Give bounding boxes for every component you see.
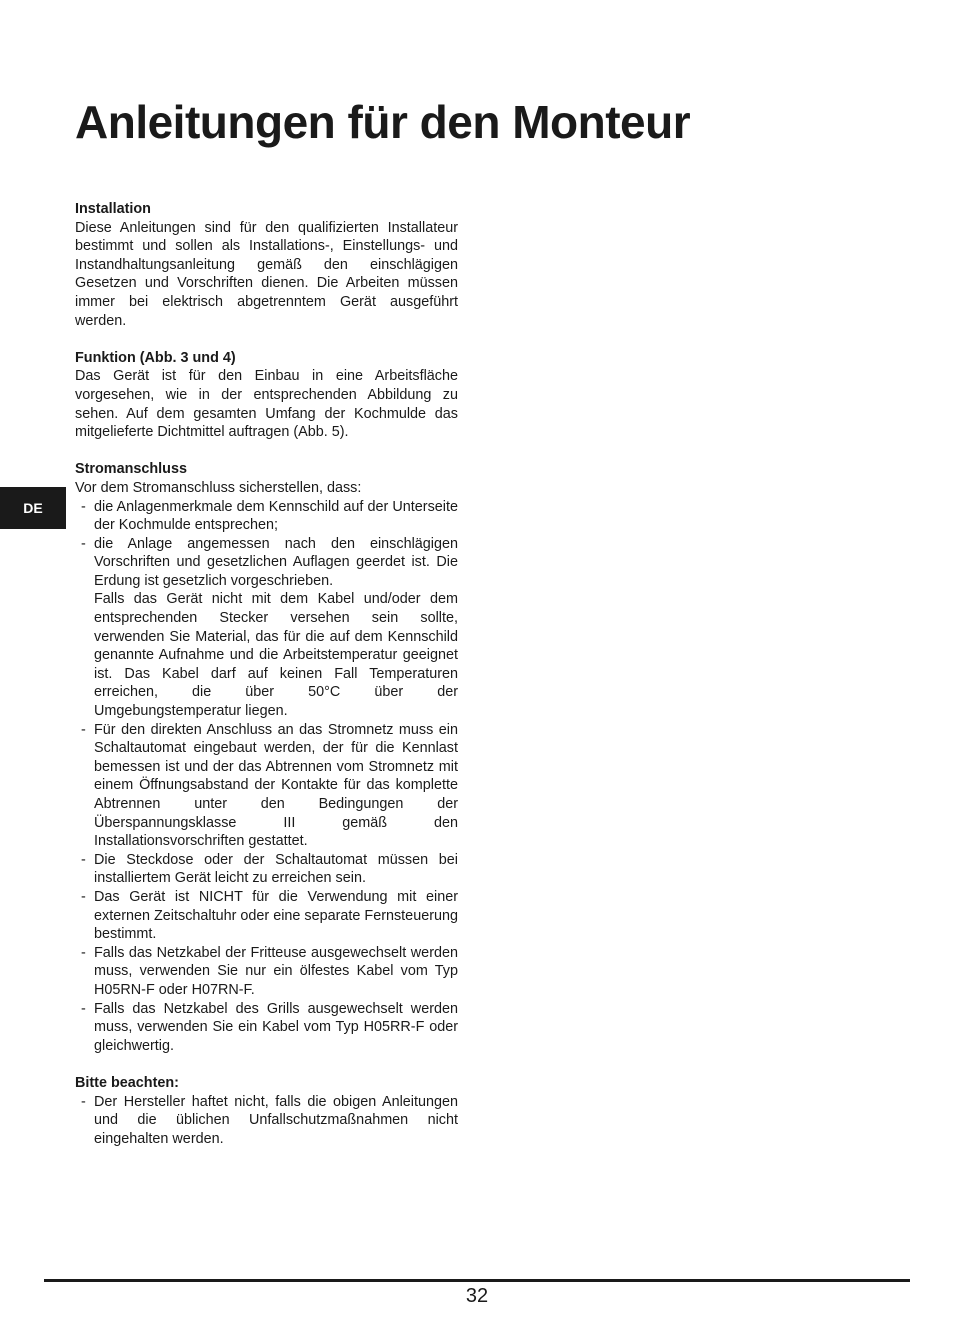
language-tab: DE xyxy=(0,487,66,529)
list-item: - Das Gerät ist NICHT für die Verwendung mit einer externen Zeitschaltuhr oder eine separate Fernsteuerung bestimmt. xyxy=(81,888,458,943)
text-column xyxy=(75,200,458,1167)
section-funktion xyxy=(75,349,458,442)
page-title: Anleitungen für den Monteur xyxy=(75,96,691,148)
section-installation xyxy=(75,200,458,330)
section-intro: Vor dem Stromanschluss sicherstellen, dass: xyxy=(75,479,362,496)
notice-list xyxy=(75,1093,458,1149)
section-heading: Funktion (Abb. 3 und 4) xyxy=(75,349,236,366)
list-item-continuation: Falls das Gerät nicht mit dem Kabel und/oder dem entsprechenden Stecker versehen sein sollte, verwenden Sie Material, das für die auf dem Kennschild genannte Aufnahme und die Arbeitstemperatur geeignet ist. Das Kabel darf auf keinen Fall Temperaturen erreichen, die über 50°C über der Umgebungstemperatur liegen. xyxy=(94,591,458,720)
requirements-list xyxy=(75,498,458,1056)
list-item: - die Anlage angemessen nach den einschlägigen Vorschriften und gesetzlichen Auflagen geerdet ist. Die Erdung ist gesetzlich vorgeschrieben. Falls das Gerät nicht mit dem Kabel und/oder dem entsprechenden Stecker versehen sein sollte, verwenden Sie Material, das für die auf dem Kennschild genannte Aufnahme und die Arbeitstemperatur geeignet ist. Das Kabel darf auf keinen Fall Temperaturen erreichen, die über 50°C über der Umgebungstemperatur liegen. xyxy=(81,535,458,720)
footer-divider xyxy=(44,1279,910,1282)
list-item: - Falls das Netzkabel der Fritteuse ausgewechselt werden muss, verwenden Sie nur ein ölfestes Kabel vom Typ H05RN-F oder H07RN-F. xyxy=(81,944,458,998)
section-paragraph: Das Gerät ist für den Einbau in eine Arbeitsfläche vorgesehen, wie in der entsprechenden Abbildung zu sehen. Auf dem gesamten Umfang der Kochmulde das mitgelieferte Dichtmittel auftragen (Abb. 5). xyxy=(75,368,458,441)
list-item: - die Anlagenmerkmale dem Kennschild auf der Unterseite der Kochmulde entsprechen; xyxy=(81,498,458,534)
list-item: - Für den direkten Anschluss an das Stromnetz muss ein Schaltautomat eingebaut werden, der für die Kennlast bemessen ist und der das Abtrennen vom Stromnetz mit einem Öffnungsabstand der Kontakte für das komplette Abtrennen unter den Bedingungen der Überspannungsklasse III gemäß den Installationsvorschriften gestattet. xyxy=(81,721,458,850)
section-stromanschluss xyxy=(75,460,458,1055)
section-heading: Installation xyxy=(75,201,151,217)
section-heading: Stromanschluss xyxy=(75,461,187,478)
list-item: - Falls das Netzkabel des Grills ausgewechselt werden muss, verwenden Sie ein Kabel vom Typ H05RR-F oder gleichwertig. xyxy=(81,1000,458,1054)
list-item: - Die Steckdose oder der Schaltautomat müssen bei installiertem Gerät leicht zu erreichen sein. xyxy=(81,851,458,887)
section-bitte-beachten xyxy=(75,1074,458,1148)
list-item: - Der Hersteller haftet nicht, falls die obigen Anleitungen und die üblichen Unfallschutzmaßnahmen nicht eingehalten werden. xyxy=(81,1093,458,1147)
page-number: 32 xyxy=(465,1285,489,1307)
section-paragraph: Diese Anleitungen sind für den qualifizierten Installateur bestimmt und sollen als Installations-, Einstellungs- und Instandhaltungsanleitung gemäß den einschlägigen Gesetzen und Vorschriften dienen. Die Arbeiten müssen immer bei elektrisch abgetrenntem Gerät ausgeführt werden. xyxy=(75,219,458,329)
section-heading: Bitte beachten: xyxy=(75,1074,179,1091)
